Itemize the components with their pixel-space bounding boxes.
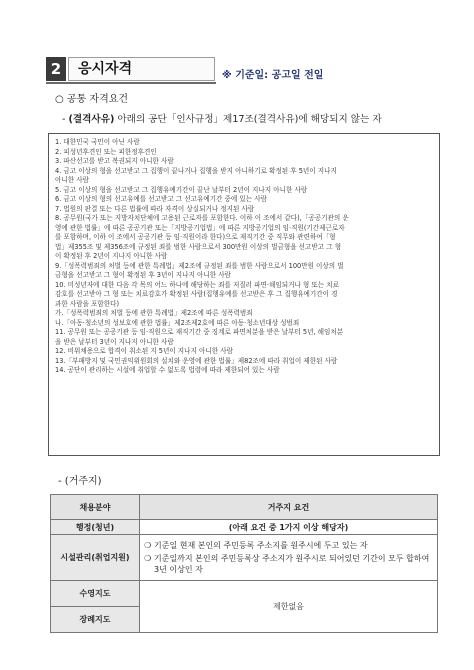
list-item: 5. 금고 이상의 형을 선고받고 그 집행유예기간이 끝난 날부터 2년이 지나지 아니한 사람 (55, 185, 308, 194)
common-requirements-heading: ○ 공통 자격요건 (55, 94, 129, 105)
table-row (51, 520, 438, 535)
list-item: 나.「아동·청소년의 성보호에 관한 법률」제2조제2호에 따른 아동·청소년대상 성범죄 (55, 318, 300, 327)
intro-bold: (결격사유) (68, 114, 115, 125)
list-item: 7. 법원의 판결 또는 다른 법률에 따라 자격이 상실되거나 정지된 사람 (55, 204, 255, 213)
list-item: 4. 금고 이상의 형을 선고받고 그 집행이 끝나거나 집행을 받지 아니하기로 확정된 후 5년이 지나지 (55, 166, 337, 175)
bullet-icon: ❍ (144, 541, 152, 550)
list-item: 11. 공무원 또는 공공기관 등 임·직원으로 재직기간 중 징계로 파면처분을 받은 날부터 5년, 해임처분 (55, 328, 344, 336)
list-item: 10. 미성년자에 대한 다음 각 목의 어느 하나에 해당하는 죄를 저질러 파면·해임되거나 형 또는 치료 (55, 280, 339, 289)
bullet-text: 기준일까지 본인의 주민등록상 주소지가 원주시로 되어있던 기간이 모두 합하여 3년 이상인 자 (154, 554, 430, 574)
list-item: 을 받은 날부터 3년이 지나지 아니한 사람 (55, 337, 174, 346)
field-cell: 수영지도 (51, 581, 140, 607)
field-cell: 행정(청년) (51, 520, 140, 535)
section-title: 응시자격 (78, 61, 133, 77)
column-header-field: 채용분야 (51, 495, 140, 520)
list-item: 이 확정된 후 2년이 지나지 아니한 사람 (55, 252, 168, 260)
disqualification-list (55, 138, 433, 376)
list-item: 영에 관한 법률」에 따른 공공기관 또는「지방공기업법」에 따른 지방공기업의 임·직원(기간제근로자 (55, 223, 345, 232)
list-item: 2. 피성년후견인 또는 피한정후견인 (55, 147, 157, 156)
list-item: 아니한 사람 (55, 176, 89, 184)
field-cell: 시설관리(취업지원) (51, 535, 140, 581)
bullet-text: 기준일 현재 본인의 주민등록 주소지를 원주시에 두고 있는 자 (154, 541, 368, 550)
list-item: 감호를 선고받아 그 형 또는 치료감호가 확정된 사람(집행유예를 선고받은 후 그 집행유예기간이 경 (55, 290, 338, 298)
table-row (51, 535, 438, 581)
column-header-requirement: 거주지 요건 (140, 495, 438, 520)
list-item: 9.「성폭력범죄의 처벌 등에 관한 특례법」제2조에 규정된 죄를 범한 사람으로서 100만원 이상의 벌 (55, 261, 344, 270)
table-row (51, 581, 438, 607)
list-item: 13.「부패방지 및 국민권익위원회의 설치와 운영에 관한 법률」제82조에 따라 취업이 제한된 사람 (55, 356, 338, 365)
list-item: 6. 금고 이상의 형의 선고유예를 선고받고 그 선고유예기간 중에 있는 사람 (55, 195, 267, 203)
list-item: 과한 사람을 포함한다) (55, 299, 120, 308)
list-item: 14. 공단이 관리하는 시설에 취업할 수 없도록 법령에 따라 제한되어 있는 사람 (55, 366, 280, 374)
no-restriction-cell: 제한없음 (140, 581, 438, 633)
list-item: 법」제355조 및 제356조에 규정된 죄를 범한 사람으로서 300만원 이상의 벌금형을 선고받고 그 형 (55, 242, 342, 251)
residence-table (50, 494, 438, 633)
requirement-head: (아래 요건 중 1가지 이상 해당자) (140, 520, 438, 535)
section-underline (46, 82, 216, 84)
residence-heading: - (거주지) (58, 476, 102, 487)
list-item: 가.「성폭력범죄의 처벌 등에 관한 특례법」제2조에 따른 성폭력범죄 (55, 309, 253, 317)
disqualification-list-box (48, 133, 440, 456)
list-item: 8. 공무원(국가 또는 지방자치단체에 고용된 근로자를 포함한다. 이하 이 조에서 같다),「공공기관의 운 (55, 214, 349, 222)
list-item: 금형을 선고받고 그 형이 확정된 후 3년이 지나지 아니한 사람 (55, 271, 231, 279)
intro-rest: 아래의 공단「인사규정」제17조(결격사유)에 해당되지 않는 자 (114, 114, 382, 125)
table-header-row (51, 495, 438, 520)
disqualification-intro (62, 111, 382, 125)
list-item: 3. 파산선고를 받고 복권되지 아니한 사람 (55, 157, 174, 165)
field-cell: 장례지도 (51, 607, 140, 633)
requirement-bullets (140, 535, 438, 581)
bullet-icon: ❍ (144, 554, 152, 563)
intro-prefix: - (62, 114, 69, 125)
list-item: 를 포함하며, 이하 이 조에서 공공기관 등 임·직원이라 한다)으로 재직기간 중 직무와 관련하여「형 (55, 233, 336, 241)
list-item: 12. 비위채용으로 합격이 취소된 지 5년이 지나지 아니한 사람 (55, 347, 233, 355)
requirement-bullet (140, 552, 437, 576)
section-number: 2 (46, 57, 66, 81)
requirement-bullet (140, 539, 437, 552)
list-item: 1. 대한민국 국민이 아닌 사람 (55, 138, 140, 146)
reference-date-note: ※ 기준일: 공고일 전일 (222, 70, 324, 81)
